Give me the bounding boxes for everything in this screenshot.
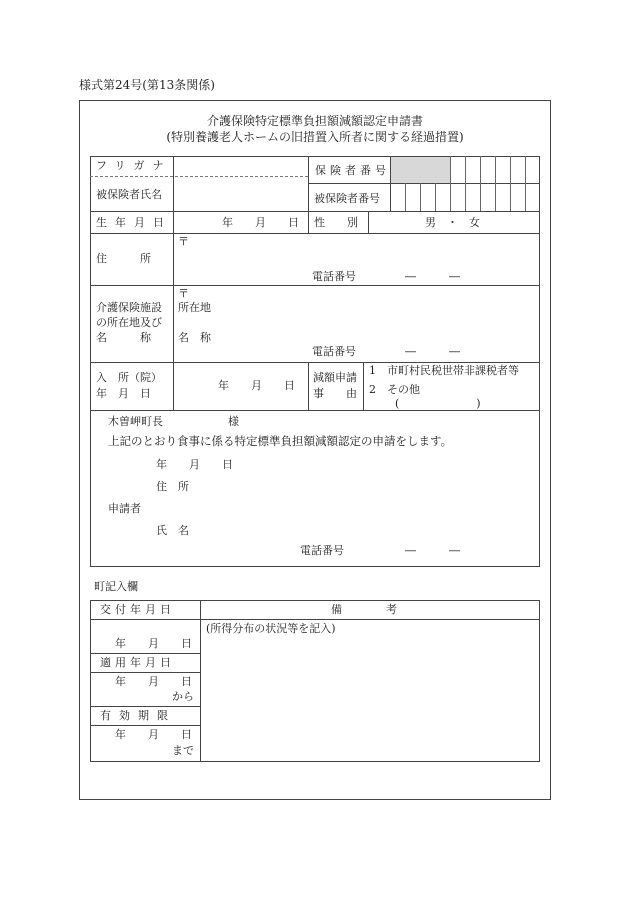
insurer-number-shaded-cells bbox=[391, 157, 450, 183]
facility-label-line2: の所在地及び bbox=[96, 316, 162, 329]
reduction-reason-label-line1: 減額申請 bbox=[313, 371, 357, 384]
remarks-label: 備 考 bbox=[331, 603, 397, 616]
from-label: から bbox=[172, 690, 194, 703]
issue-date-value[interactable]: 年 月 日 bbox=[115, 637, 192, 650]
applicant-name-label: 氏 名 bbox=[156, 524, 189, 537]
apply-date-value[interactable]: 年 月 日 bbox=[115, 675, 192, 688]
form-number: 様式第24号(第13条関係) bbox=[79, 78, 215, 92]
applicant-name-field[interactable] bbox=[196, 522, 496, 540]
reason-other-field[interactable]: ( ) bbox=[395, 397, 481, 410]
remarks-field[interactable] bbox=[204, 640, 536, 758]
insurer-number-field[interactable] bbox=[451, 158, 539, 182]
declaration-statement: 上記のとおり食事に係る特定標準負担額減額認定の申請をします。 bbox=[108, 434, 453, 448]
facility-location-label: 所在地 bbox=[178, 301, 211, 314]
issue-date-label: 交付年月日 bbox=[100, 603, 175, 616]
address-field[interactable] bbox=[176, 248, 476, 268]
applicant-label: 申請者 bbox=[108, 502, 141, 515]
applicant-phone-value[interactable]: ― ― bbox=[405, 544, 460, 557]
form-subtitle: (特別養護老人ホームの旧措置入所者に関する経過措置) bbox=[166, 130, 464, 144]
postal-mark: 〒 bbox=[178, 235, 189, 248]
declaration-date[interactable]: 年 月 日 bbox=[156, 458, 233, 471]
sex-options[interactable]: 男 ・ 女 bbox=[425, 216, 480, 229]
insured-number-field[interactable] bbox=[391, 185, 539, 210]
facility-phone-value[interactable]: ― ― bbox=[405, 345, 460, 358]
insured-name-label: 被保険者氏名 bbox=[96, 188, 162, 201]
sex-label: 性 別 bbox=[314, 216, 358, 229]
reason-option-2[interactable]: 2 その他 bbox=[369, 383, 420, 396]
address-phone-label: 電話番号 bbox=[312, 270, 356, 283]
validity-value[interactable]: 年 月 日 bbox=[115, 728, 192, 741]
facility-name-field[interactable] bbox=[214, 330, 474, 346]
address-label: 住 所 bbox=[96, 252, 151, 265]
apply-date-label: 適用年月日 bbox=[100, 656, 175, 669]
facility-name-label: 名 称 bbox=[178, 331, 211, 344]
validity-label: 有効期限 bbox=[100, 709, 176, 722]
birthdate-value[interactable]: 年 月 日 bbox=[222, 216, 299, 229]
insured-number-label: 被保険者番号 bbox=[314, 192, 380, 205]
facility-label-line3: 名 称 bbox=[96, 331, 151, 344]
facility-label-line1: 介護保険施設 bbox=[96, 301, 162, 314]
admission-date-value[interactable]: 年 月 日 bbox=[218, 379, 295, 392]
facility-location-field[interactable] bbox=[214, 300, 474, 316]
applicant-address-label: 住 所 bbox=[156, 480, 189, 493]
insurer-number-label: 保険者番号 bbox=[315, 164, 390, 177]
facility-postal-mark: 〒 bbox=[178, 287, 189, 300]
admission-label-line2: 年 月 日 bbox=[96, 387, 151, 400]
furigana-label: フリガナ bbox=[96, 159, 172, 172]
office-section-heading: 町記入欄 bbox=[94, 580, 138, 593]
until-label: まで bbox=[172, 744, 194, 757]
applicant-address-field[interactable] bbox=[196, 478, 496, 496]
applicant-phone-label: 電話番号 bbox=[300, 544, 344, 557]
form-title: 介護保険特定標準負担額減額認定申請書 bbox=[206, 114, 423, 128]
reduction-reason-label-line2: 事 由 bbox=[313, 387, 357, 400]
insured-name-field[interactable] bbox=[176, 178, 306, 209]
reason-option-1[interactable]: 1 市町村民税世帯非課税者等 bbox=[369, 364, 519, 377]
address-phone-value[interactable]: ― ― bbox=[405, 270, 460, 283]
honorific: 様 bbox=[228, 415, 239, 428]
birthdate-label: 生年月日 bbox=[96, 216, 172, 229]
furigana-field[interactable] bbox=[176, 158, 306, 174]
admission-label-line1: 入 所（院） bbox=[96, 371, 162, 384]
remarks-note: (所得分布の状況等を記入) bbox=[206, 622, 336, 635]
facility-phone-label: 電話番号 bbox=[312, 345, 356, 358]
addressee: 木曽岬町長 bbox=[108, 415, 163, 428]
